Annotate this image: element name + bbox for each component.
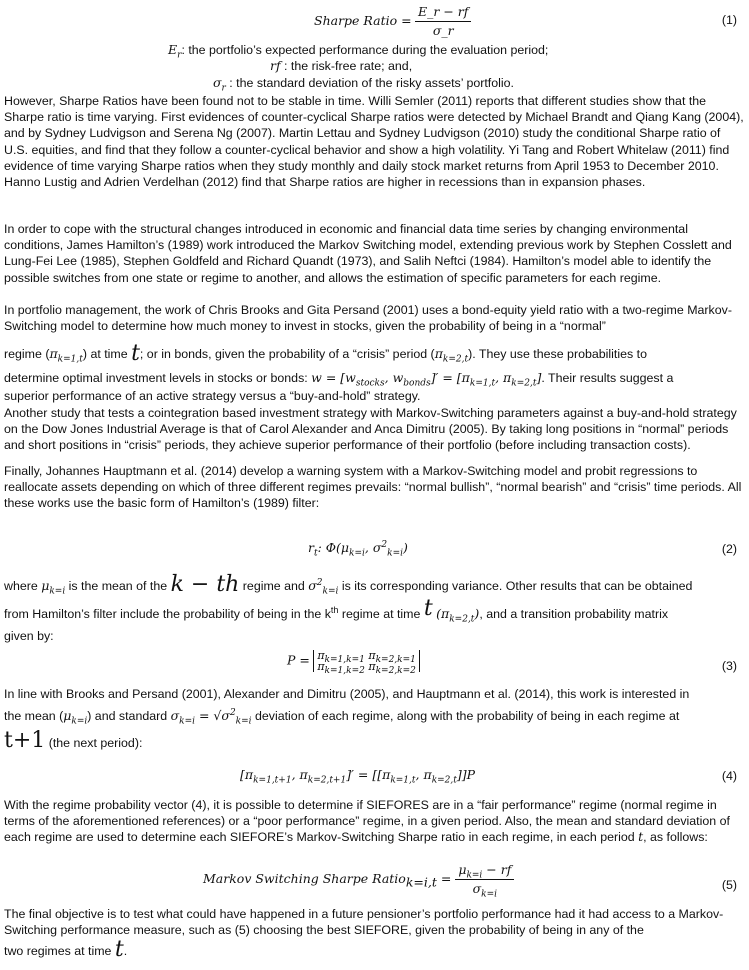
def-rf-text: : the risk-free rate; and,	[280, 59, 413, 73]
paragraph-1: However, Sharpe Ratios have been found not to be stable in time. Willi Semler (2011) reports that different studies show that the Sharpe ratio is time varying. First evidences of counter-cyclical Sharpe ratios were detected by Michael Brandt and Qiang Kang (2004), and by Sydney Ludvigson and Serena Ng (2007). Martin Lettau and Sydney Ludvigson (2010) study the conditional Sharpe ratio of U.S. equities, and find that they follow a counter-cyclical behavior and show a high volatility. Yi Tang and Robert Whitelaw (2011) find evidence of time varying Sharpe ratios when they study monthly and daily stock market returns from April 1953 to December 2010. Hanno Lustig and Adrien Verdelhan (2012) find that Sharpe ratios are higher in recessions than in expansion phases.	[4, 94, 744, 190]
paragraph-6-line-1: where $\mu_{k=i}$ is the mean of the k − th regime and $\sigma^2_{k=i}$ is its corresponding variance. Other results that can be obtained	[4, 572, 693, 597]
paragraph-9: The final objective is to test what could have happened in a future pensioner’s portfolio performance had it had access to a Markov-Switching performance measure, such as (5) choosing the best SIEFORE, given the probability of being in any of the	[4, 907, 724, 938]
eq1-numerator: E_r − rf	[415, 4, 471, 22]
paragraph-4: Another study that tests a cointegration based investment strategy with Markov-Switching parameters against a buy-and-hold strategy on the Dow Jones Industrial Average is that of Carol Alexander and Anca Dimitru (2005). By taking long positions in “normal” periods and short positions in “crisis” periods, they achieve superior performance of their portfolio (before including transaction costs).	[4, 406, 737, 453]
eq1-number: (1)	[721, 13, 737, 27]
equation-4: [$\pi_{k=1,t+1}$, $\pi_{k=2,t+1}]' = [[\pi_{k=1,t}$, $\pi_{k=2,t}]]P$	[240, 767, 476, 786]
paragraph-6-line-3: given by:	[4, 629, 54, 643]
paragraph-7-line-2: the mean $(\mu_{k=i})$ and standard $\sigma_{k=i} = √\sigma^2_{k=i}$ deviation of each regime, along with the probability of being in each regime at	[4, 707, 680, 727]
eq1-denominator: σ_r	[432, 23, 454, 39]
paragraph-5: Finally, Johannes Hauptmann et al. (2014) develop a warning system with a Markov-Switching model and probit regressions to reallocate assets depending on which of three different regimes prevails: “normal bullish”, “normal bearish” and “crisis” time periods. All these works use the basic form of Hamilton’s (1989) filter:	[4, 464, 742, 511]
paragraph-3-line-end: superior performance of an active strategy versus a “buy-and-hold” strategy.	[4, 389, 421, 403]
paragraph-7-line-1: In line with Brooks and Persand (2001), Alexander and Dimitru (2005), and Hauptmann et al. (2014), this work is interested in	[4, 687, 690, 701]
eq5-fraction: $\frac{\mu_{k=i} - rf}{\sigma_{k=i}}$	[455, 862, 514, 897]
paragraph-3: In portfolio management, the work of Chris Brooks and Gita Persand (2001) uses a bond-equity yield ratio with a two-regime Markov-Switching model to determine how much money to invest in stocks, given the probability of being in a “normal”	[4, 303, 732, 334]
equation-5: Markov Switching Sharpe Ratio$_{k=i,t}$ = $\frac{\mu_{k=i} - rf}{\sigma_{k=i}}$	[203, 862, 514, 897]
paragraph-8: With the regime probability vector (4), it is possible to determine if SIEFORES are in a “fair performance” regime (normal regime in terms of the aforementioned references) or a “poor performance” regime, in a given period. Also, the mean and standard deviation of each regime are used to determine each SIEFORE’s Markov-Switching Sharpe ratio in each regime, in each period t, as follows:	[4, 798, 730, 845]
def-rf: rf : the risk-free rate; and,	[270, 58, 413, 73]
paragraph-2: In order to cope with the structural changes introduced in economic and financial data time series by changing environmental conditions, James Hamilton’s (1989) work introduced the Markov Switching model, extending previous work by Stephen Cosslett and Lung-Fei Lee (1985), Stephen Goldfeld and Richard Quandt (1973), and Salih Neftci (1984). Hamilton’s model able to identify the possible switches from one state or regime to another, and allows the estimation of specific parameters for each regime.	[4, 222, 732, 285]
paragraph-9-end: two regimes at time t.	[4, 937, 128, 962]
def-er-text: : the portfolio’s expected performance during the evaluation period;	[181, 43, 549, 57]
eq2-number: (2)	[721, 542, 737, 556]
t-plus-1: t+1	[4, 728, 46, 753]
kth-label: k − th	[170, 572, 240, 597]
eq3-number: (3)	[721, 659, 737, 673]
paragraph-3-line-regime: regime $(\pi_{k=1,t})$ at time t; or in bonds, given the probability of a “crisis” period $(\pi_{k=2,t})$. They use these probabilities to	[4, 341, 647, 366]
def-er: $E_r$: the portfolio’s expected performance during the evaluation period;	[168, 42, 549, 61]
transition-matrix: $\pi_{k=1,k=1}$ $\pi_{k=2,k=1}$ $\pi_{k=1,k=2}$ $\pi_{k=2,k=2}$	[313, 650, 420, 672]
equation-3: $P = \pi_{k=1,k=1}$ $\pi_{k=2,k=1}$ $\pi_{k=1,k=2}$ $\pi_{k=2,k=2}$	[287, 650, 420, 672]
eq1-lhs: Sharpe Ratio =	[314, 12, 412, 28]
equation-1	[314, 4, 471, 39]
equation-2: $r_t$: $\Phi(\mu_{k=i}$, $\sigma^2_{k=i}$)	[308, 539, 408, 559]
def-sigma: $\sigma_r$ : the standard deviation of the risky assets’ portfolio.	[213, 75, 514, 94]
def-sigma-text: : the standard deviation of the risky assets’ portfolio.	[225, 76, 514, 90]
eq4-number: (4)	[721, 769, 737, 783]
paragraph-6-line-2: from Hamilton’s filter include the probability of being in the $k^{th}$ regime at time t $(\pi_{k=2,t})$, and a transition probability matrix	[4, 596, 669, 625]
paragraph-7-line-3: t+1 (the next period):	[4, 728, 143, 753]
paragraph-3-line-weights: determine optimal investment levels in stocks or bonds: $w = [w_{stocks}$, $w_{bonds}]' = [\pi_{k=1,t}$, $\pi_{k=2,t}$]. Their results suggest a	[4, 370, 674, 389]
eq1-fraction	[415, 4, 471, 39]
eq5-number: (5)	[721, 878, 737, 892]
